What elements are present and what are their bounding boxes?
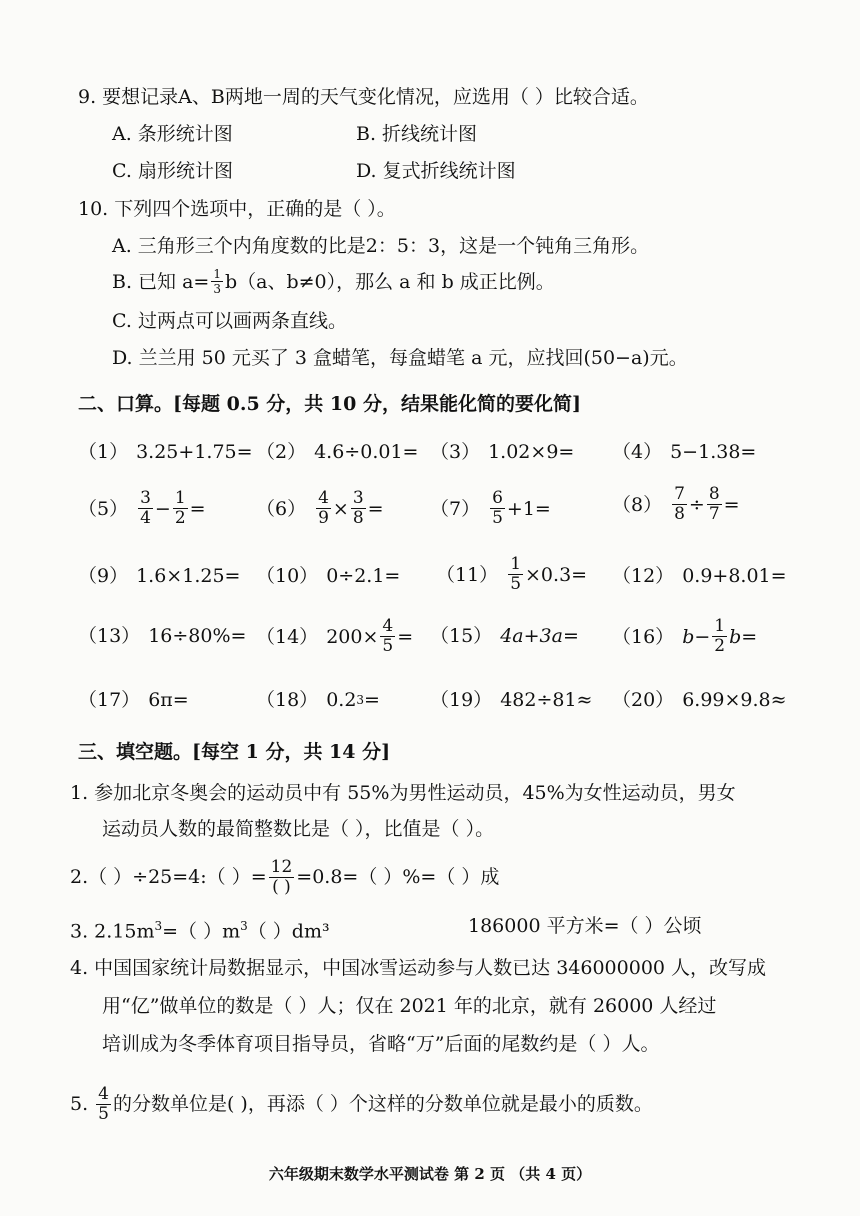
item-tail: b=	[729, 625, 758, 648]
item-number: （10）	[256, 565, 319, 587]
fill-q3-right: 186000 平方米=（ ）公顷	[468, 915, 702, 937]
item-expression: 4a+3a=	[500, 625, 579, 647]
fill-q5-number: 5.	[70, 1093, 89, 1115]
item-expression: 0.9+8.01=	[682, 565, 787, 587]
mental-item-19	[430, 685, 592, 715]
item-tail: =	[723, 493, 740, 516]
fraction	[316, 490, 331, 527]
fraction	[380, 618, 395, 655]
fill-q2-suffix: =0.8=（ ）%=（ ）成	[296, 866, 500, 888]
fraction	[712, 618, 727, 655]
q9-option-b: B. 折线统计图	[356, 123, 478, 145]
item-number: （15）	[430, 625, 493, 647]
mental-item-5	[78, 490, 206, 527]
item-expression: 1.02×9=	[488, 441, 575, 463]
fill-q2-denominator: ( )	[272, 876, 291, 897]
numerator: 8	[708, 484, 720, 504]
item-number: （2）	[256, 441, 307, 463]
q9-option-d: D. 复式折线统计图	[356, 160, 516, 182]
fill-q4-line2: 用“亿”做单位的数是（ ）人；仅在 2021 年的北京，就有 26000 人经过	[102, 995, 717, 1017]
mental-item-18	[256, 685, 380, 715]
item-number: （3）	[430, 441, 481, 463]
item-expression: 3.25+1.75=	[136, 441, 253, 463]
section3-title: 三、填空题。[每空 1 分，共 14 分]	[78, 741, 391, 763]
fraction	[508, 556, 523, 593]
denominator: 4	[140, 508, 151, 528]
item-number: （1）	[78, 441, 129, 463]
fill-q5-suffix: 的分数单位是( )，再添（ ）个这样的分数单位就是最小的质数。	[112, 1093, 653, 1115]
item-prefix: b−	[682, 625, 711, 648]
item-tail: +1=	[506, 497, 551, 520]
item-number: （12）	[612, 565, 675, 587]
numerator: 4	[382, 616, 394, 636]
item-expression: 4.6÷0.01=	[314, 441, 419, 463]
item-tail: =	[397, 625, 414, 648]
mental-item-14	[256, 618, 413, 655]
q9-option-a: A. 条形统计图	[112, 123, 233, 145]
item-exponent: 3	[356, 693, 365, 707]
mental-item-6	[256, 490, 384, 527]
item-prefix: 200×	[326, 625, 379, 648]
q10-b-denominator: 3	[213, 282, 221, 296]
fill-q2-fraction	[269, 856, 295, 897]
q10-b-suffix: b（a、b≠0），那么 a 和 b 成正比例。	[224, 270, 555, 293]
denominator: 8	[352, 508, 364, 528]
item-expression: 5−1.38=	[670, 441, 757, 463]
denominator: 5	[510, 574, 522, 594]
item-number: （13）	[78, 625, 141, 647]
item-number: （17）	[78, 689, 141, 711]
denominator: 9	[318, 508, 329, 528]
mental-item-9	[78, 561, 240, 591]
fraction	[707, 486, 722, 523]
fill-q5-numerator: 4	[98, 1083, 109, 1104]
numerator: 1	[510, 554, 522, 574]
mental-item-20	[612, 685, 787, 715]
fraction	[490, 490, 505, 527]
mental-item-10	[256, 561, 400, 591]
operator: −	[154, 497, 171, 520]
item-number: （16）	[612, 625, 675, 648]
operator: ×	[332, 497, 349, 520]
section2-title: 二、口算。[每题 0.5 分，共 10 分，结果能化简的要化简]	[78, 393, 581, 415]
fraction	[672, 486, 687, 523]
q10-option-a: A. 三角形三个内角度数的比是2：5：3，这是一个钝角三角形。	[112, 235, 650, 257]
item-expression: 16÷80%=	[148, 625, 247, 647]
item-number: （8）	[612, 493, 663, 516]
numerator: 3	[352, 488, 364, 508]
item-number: （6）	[256, 497, 307, 520]
q9-option-c: C. 扇形统计图	[112, 160, 233, 182]
item-number: （14）	[256, 625, 319, 648]
mental-item-8	[612, 486, 740, 523]
item-number: （4）	[612, 441, 663, 463]
fraction	[173, 490, 188, 527]
item-number: （18）	[256, 689, 319, 711]
fraction	[351, 490, 366, 527]
q10-b-prefix: B. 已知 a=	[112, 270, 210, 293]
denominator: 5	[492, 508, 503, 528]
item-number: （7）	[430, 497, 481, 520]
mental-item-4	[612, 437, 756, 467]
fill-q2-prefix: 2.（ ）÷25=4:（ ）=	[70, 866, 267, 888]
fill-q1-line2: 运动员人数的最简整数比是（ ），比值是（ ）。	[102, 818, 495, 840]
fill-q4-line3: 培训成为冬季体育项目指导员，省略“万”后面的尾数约是（ ）人。	[102, 1033, 660, 1055]
numerator: 7	[674, 484, 685, 504]
fill-q3-left-mid: =（ ）m	[162, 920, 241, 943]
denominator: 8	[674, 504, 685, 524]
denominator: 7	[708, 504, 720, 524]
fill-q5-denominator: 5	[98, 1103, 109, 1124]
item-number: （20）	[612, 689, 675, 711]
item-number: （9）	[78, 565, 129, 587]
mental-item-12	[612, 561, 787, 591]
item-tail: ×0.3=	[525, 563, 588, 586]
mental-item-7	[430, 490, 551, 527]
item-number: （19）	[430, 689, 493, 711]
fill-q5	[70, 1080, 653, 1128]
q10-option-d: D. 兰兰用 50 元买了 3 盒蜡笔，每盒蜡笔 a 元，应找回(50−a)元。	[112, 347, 688, 369]
fill-q2	[70, 855, 499, 899]
fill-q3-left	[70, 913, 330, 944]
q10-option-c: C. 过两点可以画两条直线。	[112, 310, 347, 332]
mental-item-15	[430, 621, 579, 651]
q10-b-numerator: 1	[213, 267, 221, 281]
fill-q4-line1: 4. 中国国家统计局数据显示，中国冰雪运动参与人数已达 346000000 人，改写成	[70, 957, 767, 979]
item-base: 0.2	[326, 689, 357, 711]
denominator: 5	[382, 636, 394, 656]
item-number: （11）	[436, 563, 499, 586]
fill-q3-sup: 3	[154, 919, 163, 933]
numerator: 3	[140, 488, 151, 508]
fill-q2-numerator: 12	[270, 856, 293, 877]
mental-item-16	[612, 618, 757, 655]
denominator: 2	[714, 636, 726, 656]
mental-item-3	[430, 437, 574, 467]
fill-q3-left-suffix: （ ）dm³	[247, 920, 330, 943]
mental-item-2	[256, 437, 418, 467]
mental-item-11	[436, 556, 587, 593]
item-expression: 6π=	[148, 689, 189, 711]
numerator: 1	[174, 488, 186, 508]
q9-stem: 9. 要想记录A、B两地一周的天气变化情况，应选用（ ）比较合适。	[78, 86, 649, 108]
item-expression: 1.6×1.25=	[136, 565, 241, 587]
item-expression: 6.99×9.8≈	[682, 689, 787, 711]
q10-option-b	[112, 268, 555, 295]
item-number: （5）	[78, 497, 129, 520]
fraction	[138, 490, 153, 527]
page-footer: 六年级期末数学水平测试卷 第 2 页 （共 4 页）	[268, 1165, 592, 1183]
mental-item-17	[78, 685, 189, 715]
item-tail: =	[364, 689, 380, 711]
item-expression: 0÷2.1=	[326, 565, 401, 587]
numerator: 4	[318, 488, 329, 508]
fill-q3-left-prefix: 3. 2.15m	[70, 920, 155, 943]
mental-item-13	[78, 621, 246, 651]
item-expression: 482÷81≈	[500, 689, 593, 711]
q10-stem: 10. 下列四个选项中，正确的是（ ）。	[78, 198, 396, 220]
mental-item-1	[78, 437, 253, 467]
denominator: 2	[174, 508, 186, 528]
item-tail: =	[367, 497, 384, 520]
fill-q3-sup2: 3	[240, 919, 248, 933]
operator: ÷	[688, 493, 705, 516]
fill-q5-fraction	[96, 1083, 111, 1124]
numerator: 6	[492, 488, 503, 508]
q10-b-fraction	[211, 268, 223, 295]
numerator: 1	[714, 616, 726, 636]
item-tail: =	[189, 497, 206, 520]
fill-q1-line1: 1. 参加北京冬奥会的运动员中有 55%为男性运动员，45%为女性运动员，男女	[70, 782, 736, 804]
